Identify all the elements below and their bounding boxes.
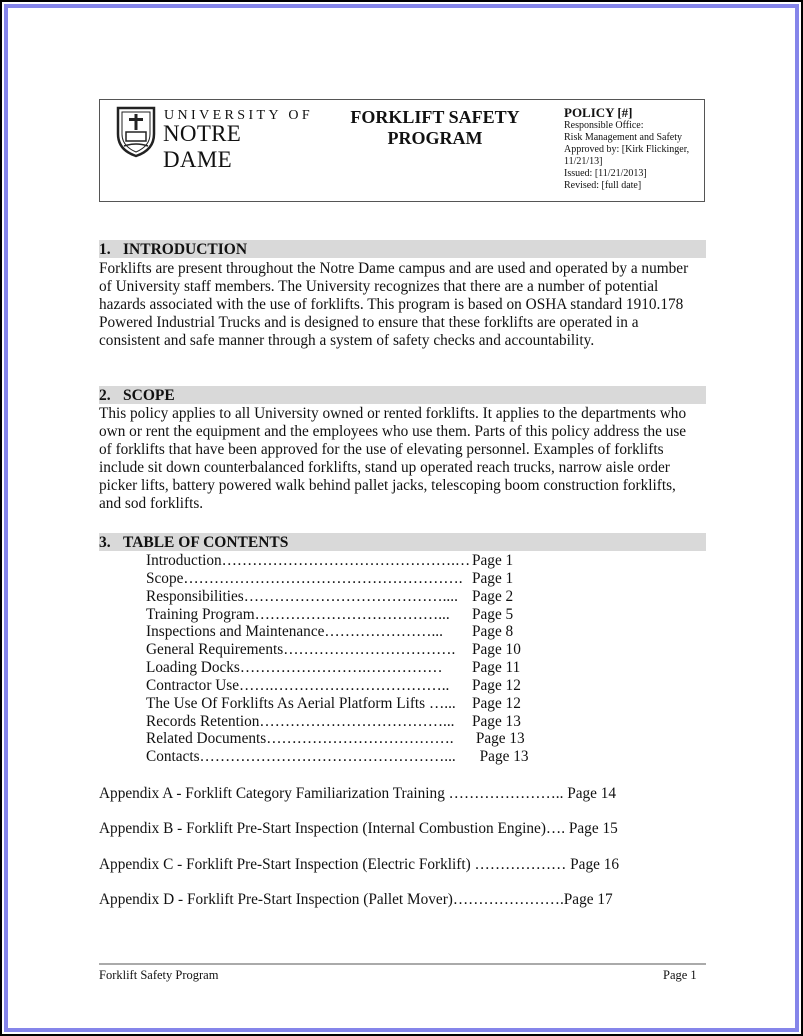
footer-page-number: Page 1 xyxy=(663,968,697,982)
section-title: TABLE OF CONTENTS xyxy=(123,534,289,551)
policy-meta: Risk Management and Safety xyxy=(564,132,683,143)
text-line: This policy applies to all University owned or rented forklifts. It applies to the departments who xyxy=(99,405,687,422)
toc-page: Page 13 xyxy=(472,712,521,730)
toc-title: Contacts…………………………………………... xyxy=(146,748,456,766)
toc-page: Page 11 xyxy=(472,659,521,677)
toc-title: Loading Docks…………………….…………… xyxy=(146,659,443,677)
toc-page: Page 8 xyxy=(472,623,514,641)
section-heading-introduction xyxy=(99,240,706,258)
text-line: of University staff members. The University recognizes that there are a number of potential xyxy=(99,278,659,295)
logo-line1: UNIVERSITY OF xyxy=(164,108,314,123)
toc-title: Introduction……………………………………….… xyxy=(146,552,471,569)
toc-entry xyxy=(146,623,546,641)
section-number: 3. xyxy=(99,534,111,551)
toc-page: Page 1 xyxy=(472,569,514,587)
document-title xyxy=(330,107,540,149)
text-line: of forklifts that have been approved for the use of elevating personnel. Examples of forklifts xyxy=(99,441,664,458)
text-line: include sit down counterbalanced forklifts, stand up operated reach trucks, narrow aisle order xyxy=(99,459,670,476)
section-title: SCOPE xyxy=(123,387,175,404)
appendix-a: Appendix A - Forklift Category Familiarization Training ………………….. Page 14 xyxy=(99,785,617,802)
toc-title: The Use Of Forklifts As Aerial Platform Lifts …... xyxy=(146,694,456,712)
toc-title: Records Retention………………………………... xyxy=(146,712,455,730)
toc-page: Page 12 xyxy=(472,676,521,694)
section-number: 2. xyxy=(99,387,111,404)
toc-page: Page 13 xyxy=(472,748,529,766)
toc-title: Training Program………………………………... xyxy=(146,605,450,623)
table-of-contents xyxy=(146,552,546,766)
toc-page: Page 13 xyxy=(472,730,525,748)
toc-entry xyxy=(146,552,546,570)
logo-line2: NOTRE DAME xyxy=(163,121,242,172)
text-line: own or rent the equipment and the employees who use them. Parts of this policy address the use xyxy=(99,423,687,440)
toc-entry xyxy=(146,695,546,713)
appendix-d: Appendix D - Forklift Pre-Start Inspection (Pallet Mover)………………….Page 17 xyxy=(99,891,613,908)
toc-entry xyxy=(146,641,546,659)
document-header xyxy=(99,99,705,202)
toc-entry xyxy=(146,748,546,766)
policy-number: POLICY [#] xyxy=(564,105,633,120)
text-line: hazards associated with the use of forklifts. This program is based on OSHA standard 1910.178 xyxy=(99,296,684,313)
text-line: Powered Industrial Trucks and is designed to ensure that these forklifts are operated in a xyxy=(99,314,639,331)
title-line1: FORKLIFT SAFETY xyxy=(350,107,520,127)
toc-title: Scope………………………………………………. xyxy=(146,569,463,587)
section-number: 1. xyxy=(99,241,111,258)
toc-entry xyxy=(146,588,546,606)
toc-title: General Requirements……………………………. xyxy=(146,641,456,659)
policy-meta: Issued: [11/21/2013] xyxy=(564,168,647,179)
toc-entry xyxy=(146,659,546,677)
footer-divider xyxy=(99,963,706,965)
toc-entry xyxy=(146,606,546,624)
text-line: consistent and safe manner through a system of safety checks and accountability. xyxy=(99,332,595,349)
text-line: and sod forklifts. xyxy=(99,495,204,512)
text-line: Forklifts are present throughout the Notre Dame campus and are used and operated by a number xyxy=(99,260,689,277)
toc-title: Contractor Use…….…………………………….. xyxy=(146,676,450,694)
footer-title: Forklift Safety Program xyxy=(99,968,219,982)
text-line: picker lifts, battery powered walk behind pallet jacks, telescoping boom construction forklifts, xyxy=(99,477,676,494)
policy-meta: Revised: [full date] xyxy=(564,180,642,191)
toc-title: Related Documents………………………………. xyxy=(146,730,454,748)
appendix-c: Appendix C - Forklift Pre-Start Inspection (Electric Forklift) ……………… Page 16 xyxy=(99,856,620,873)
introduction-paragraph xyxy=(99,260,719,350)
section-heading-toc xyxy=(99,533,706,551)
toc-entry xyxy=(146,713,546,731)
toc-page: Page 10 xyxy=(472,641,521,659)
toc-page: Page 12 xyxy=(472,694,521,712)
policy-meta: 11/21/13] xyxy=(564,156,603,167)
notre-dame-logo xyxy=(116,106,316,172)
appendix-b: Appendix B - Forklift Pre-Start Inspection (Internal Combustion Engine)…. Page 15 xyxy=(99,820,618,837)
toc-entry xyxy=(146,730,546,748)
toc-page: Page 1 xyxy=(472,552,514,569)
policy-meta: Responsible Office: xyxy=(564,120,644,131)
shield-icon xyxy=(116,106,156,158)
toc-page: Page 5 xyxy=(472,605,514,623)
toc-title: Responsibilities………………………………….... xyxy=(146,587,458,605)
toc-title: Inspections and Maintenance…………………... xyxy=(146,623,443,641)
toc-entry xyxy=(146,570,546,588)
policy-meta: Approved by: [Kirk Flickinger, xyxy=(564,144,690,155)
scope-paragraph xyxy=(99,405,719,513)
policy-info xyxy=(564,105,704,192)
toc-entry xyxy=(146,677,546,695)
title-line2: PROGRAM xyxy=(387,128,483,148)
section-title: INTRODUCTION xyxy=(123,241,248,258)
section-heading-scope xyxy=(99,386,706,404)
toc-page: Page 2 xyxy=(472,587,514,605)
